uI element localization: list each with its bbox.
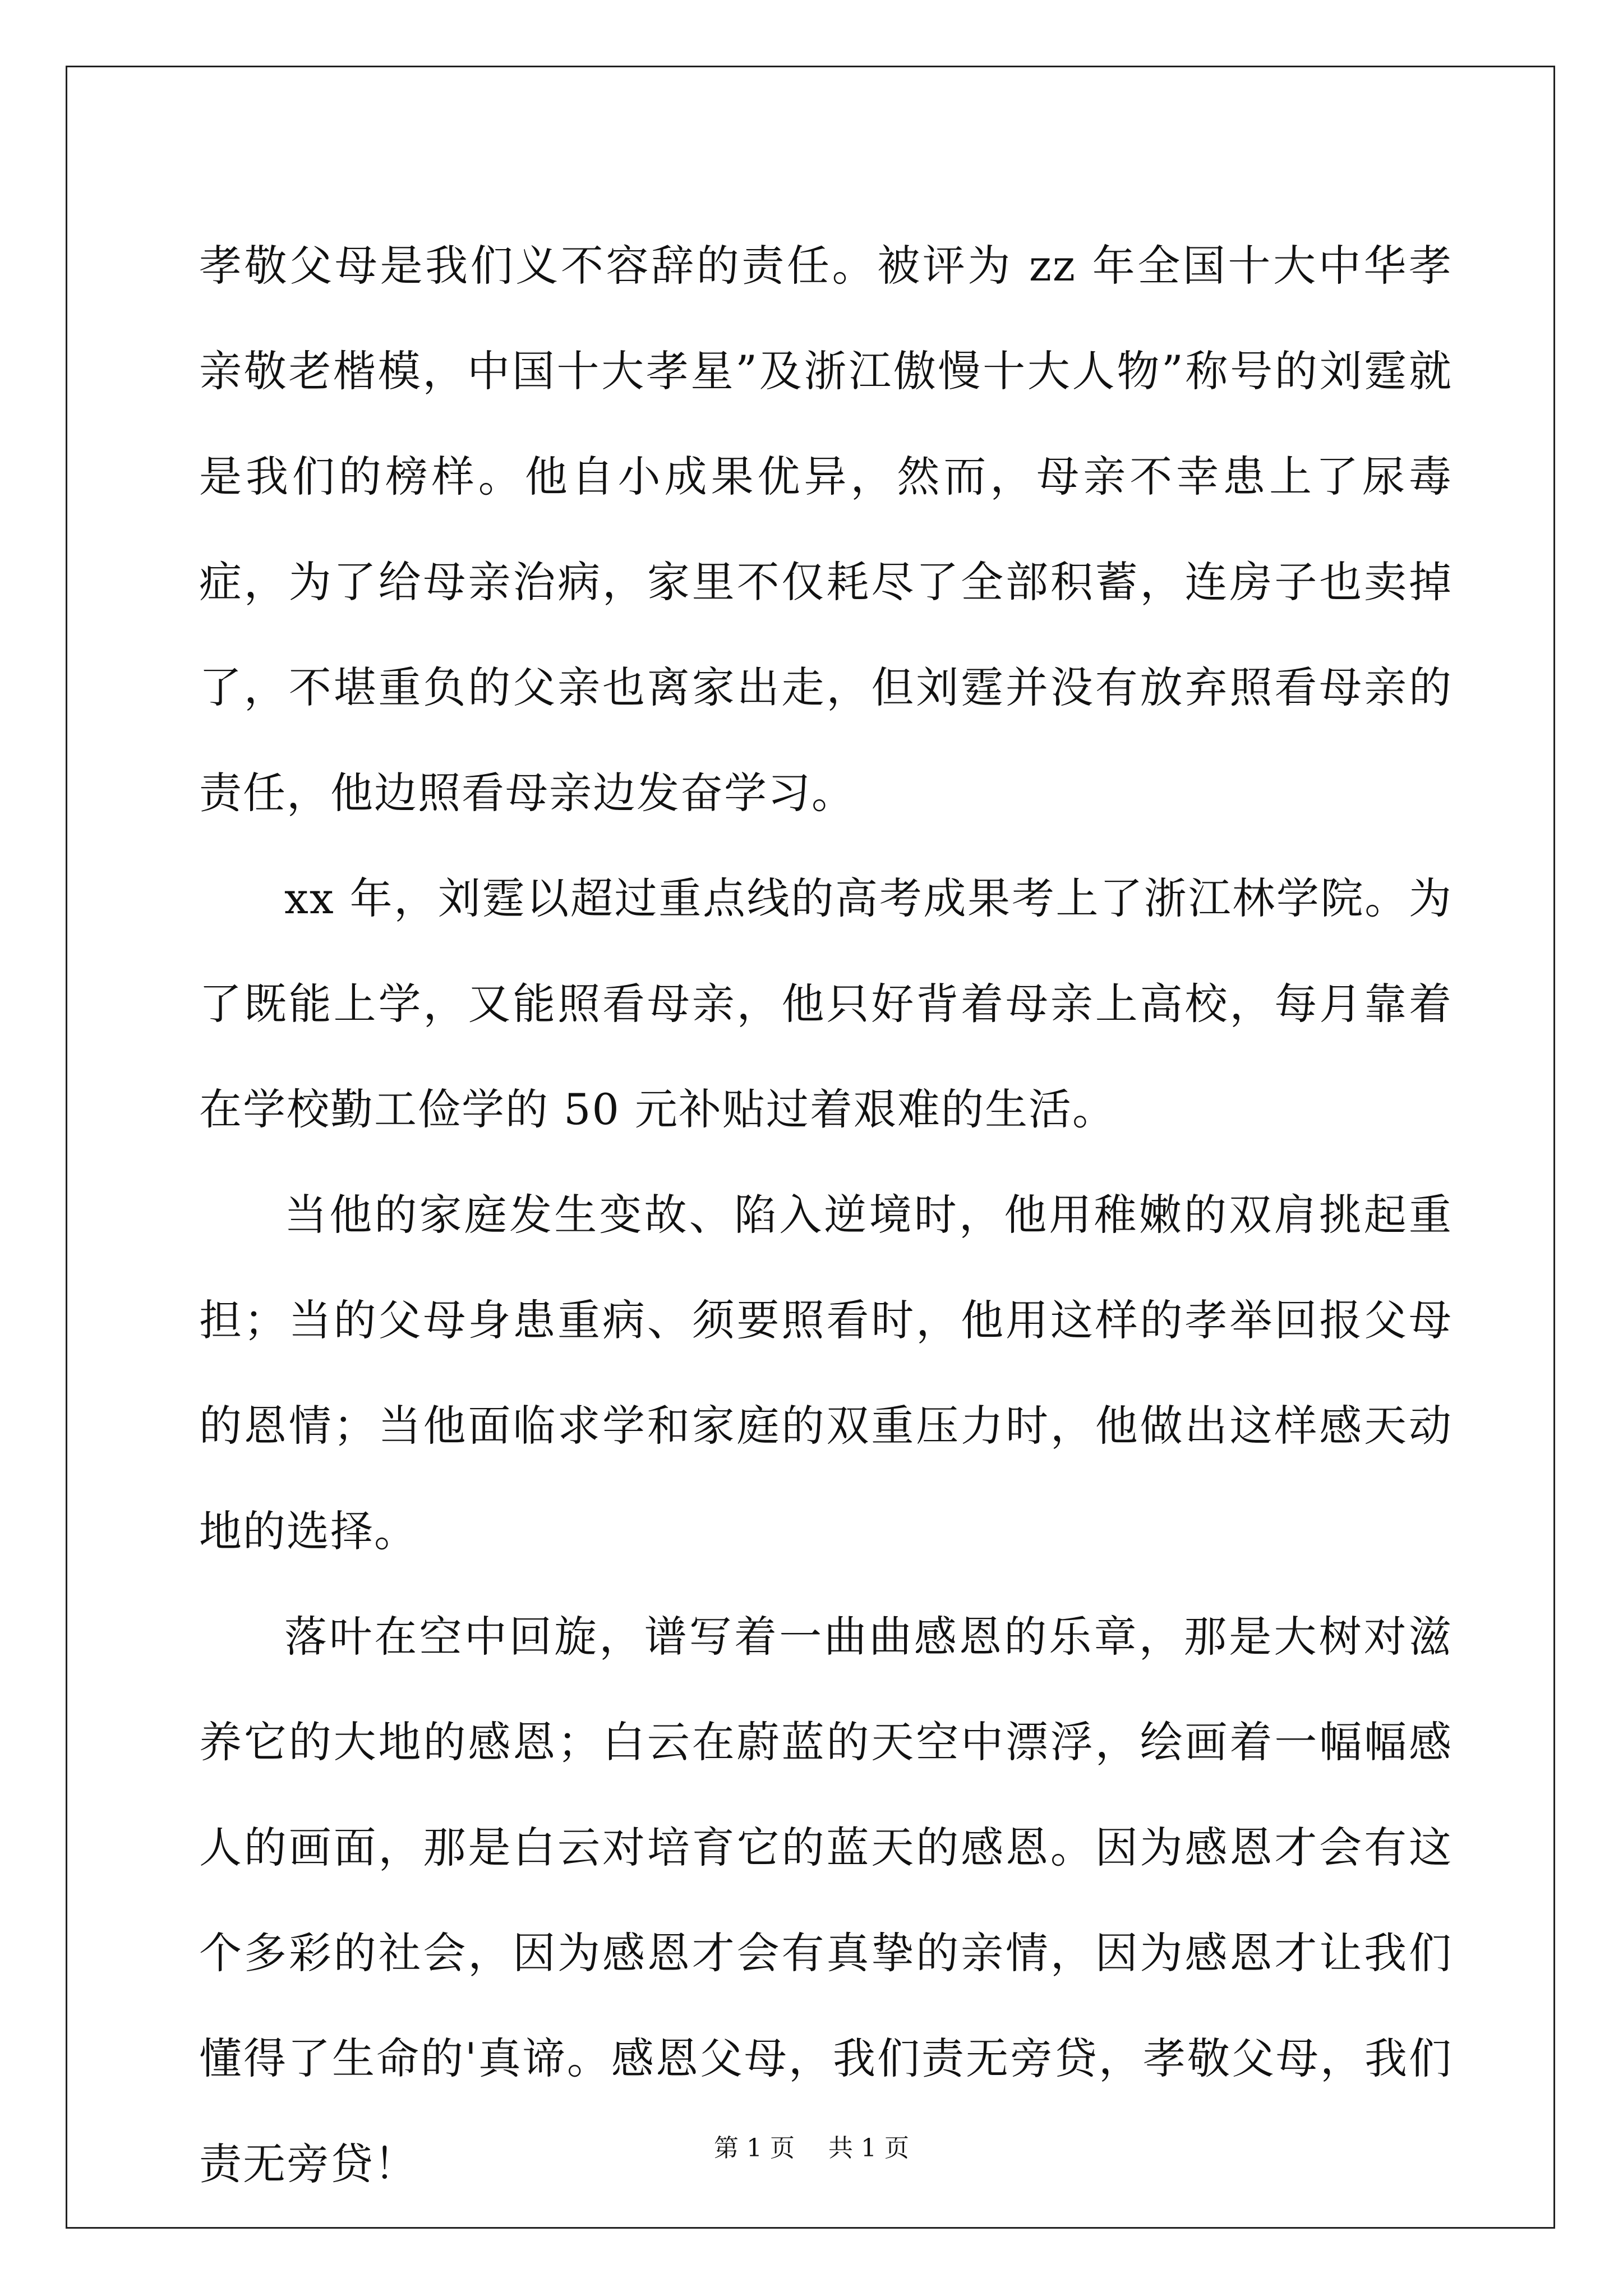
paragraph-1: 孝敬父母是我们义不容辞的责任。被评为 zz 年全国十大中华孝亲敬老楷模，中国十大孝星”及浙江傲慢十大人物”称号的刘霆就是我们的榜样。他自小成果优异，然而，母亲不幸患上了尿毒症，为了给母亲治病，家里不仅耗尽了全部积蓄，连房子也卖掉了，不堪重负的父亲也离家出走，但刘霆并没有放弃照看母亲的责任，他边照看母亲边发奋学习。 (199, 241, 1453, 818)
document-body (199, 213, 1453, 2217)
page-number: 第 1 页 (714, 2134, 795, 2162)
paragraph-4: 落叶在空中回旋，谱写着一曲曲感恩的乐章，那是大树对滋养它的大地的感恩；白云在蔚蓝的天空中漂浮，绘画着一幅幅感人的画面，那是白云对培育它的蓝天的感恩。因为感恩才会有这个多彩的社会，因为感恩才会有真挚的亲情，因为感恩才让我们懂得了生命的'真谛。感恩父母，我们责无旁贷，孝敬父母，我们责无旁贷！ (199, 1612, 1453, 2189)
paragraph-3: 当他的家庭发生变故、陷入逆境时，他用稚嫩的双肩挑起重担；当的父母身患重病、须要照看时，他用这样的孝举回报父母的恩情；当他面临求学和家庭的双重压力时，他做出这样感天动地的选择。 (199, 1190, 1453, 1556)
page-total: 共 1 页 (828, 2134, 909, 2162)
paragraph-2: xx 年，刘霆以超过重点线的高考成果考上了浙江林学院。为了既能上学，又能照看母亲，他只好背着母亲上高校，每月靠着在学校勤工俭学的 50 元补贴过着艰难的生活。 (199, 873, 1453, 1134)
page-footer (0, 2132, 1623, 2165)
